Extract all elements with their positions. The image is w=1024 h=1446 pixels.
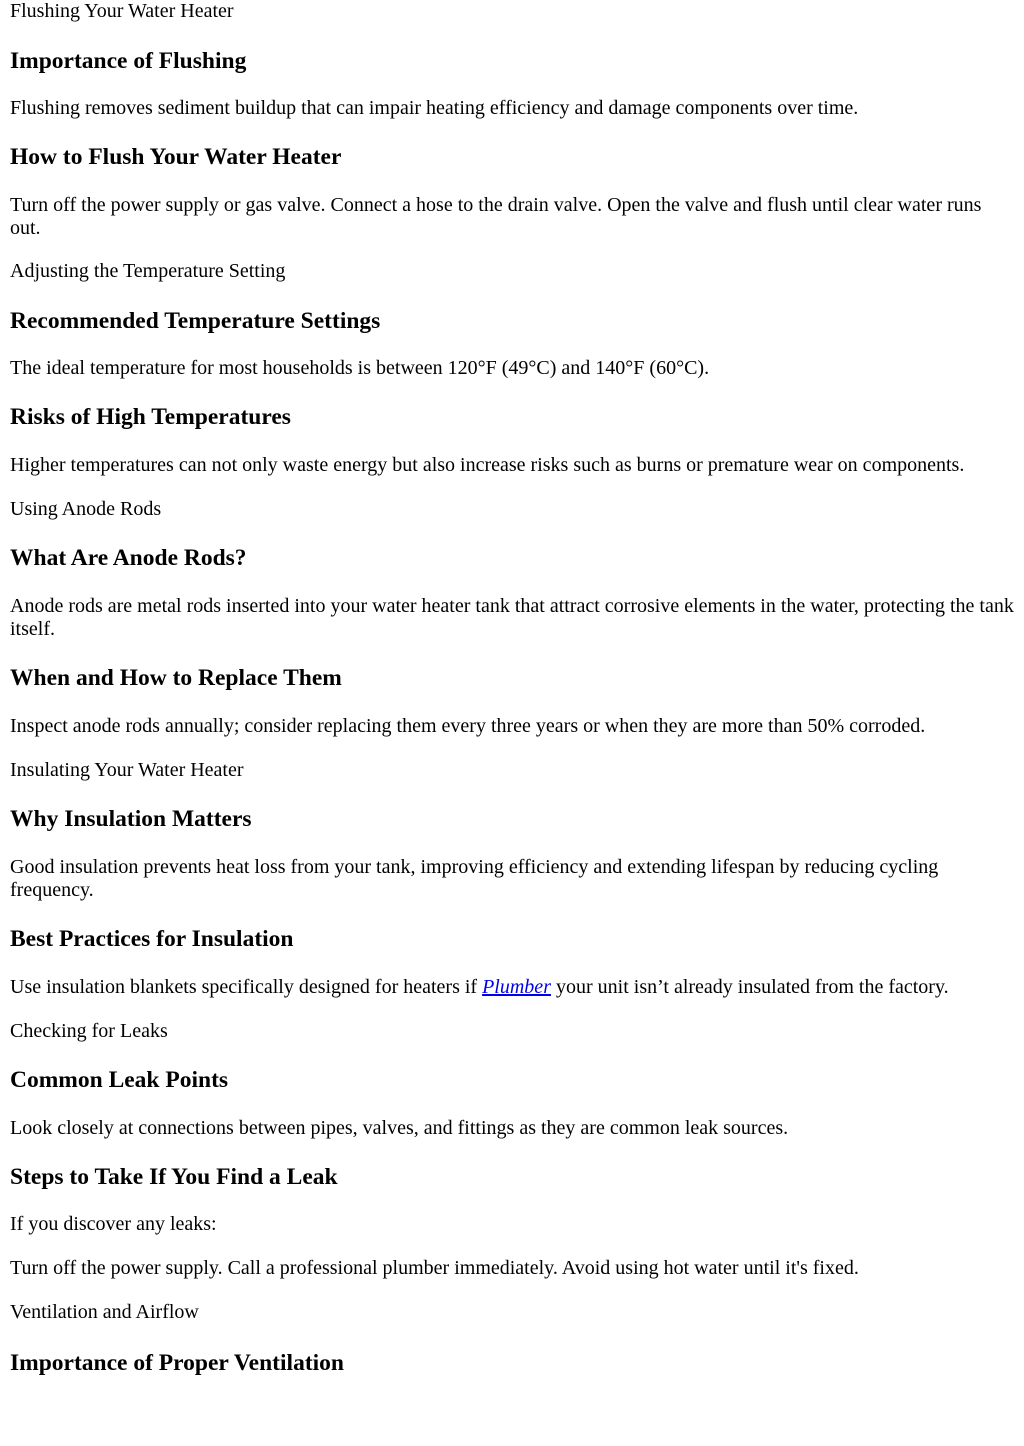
paragraph-importance-of-flushing: Flushing removes sediment buildup that can impair heating efficiency and damage components over time.	[10, 97, 859, 119]
heading-when-how-replace: When and How to Replace Them	[10, 665, 342, 691]
heading-importance-ventilation: Importance of Proper Ventilation	[10, 1350, 344, 1376]
heading-how-to-flush: How to Flush Your Water Heater	[10, 144, 342, 170]
heading-what-are-anode-rods: What Are Anode Rods?	[10, 545, 247, 571]
paragraph-leak-steps: Turn off the power supply. Call a professional plumber immediately. Avoid using hot water until it's fixed.	[10, 1257, 859, 1279]
section-label-leaks: Checking for Leaks	[10, 1020, 168, 1042]
paragraph-common-leak-points: Look closely at connections between pipes, valves, and fittings as they are common leak sources.	[10, 1117, 789, 1139]
paragraph-best-practices-insulation	[10, 976, 1014, 999]
heading-importance-of-flushing: Importance of Flushing	[10, 48, 247, 74]
section-label-ventilation: Ventilation and Airflow	[10, 1301, 199, 1323]
paragraph-when-how-replace: Inspect anode rods annually; consider replacing them every three years or when they are more than 50% corroded.	[10, 715, 926, 737]
heading-steps-if-leak: Steps to Take If You Find a Leak	[10, 1164, 338, 1190]
paragraph-why-insulation-matters: Good insulation prevents heat loss from your tank, improving efficiency and extending lifespan by reducing cycling frequency.	[10, 856, 939, 901]
paragraph-text-after-link: your unit isn’t already insulated from the factory.	[550, 976, 949, 998]
heading-risks-high-temperatures: Risks of High Temperatures	[10, 404, 291, 430]
paragraph-how-to-flush: Turn off the power supply or gas valve. Connect a hose to the drain valve. Open the valve and flush until clear water runs out.	[10, 194, 982, 239]
paragraph-what-are-anode-rods: Anode rods are metal rods inserted into your water heater tank that attract corrosive elements in the water, protecting the tank itself.	[10, 595, 1014, 640]
paragraph-if-you-discover-leaks: If you discover any leaks:	[10, 1213, 217, 1235]
section-label-temperature: Adjusting the Temperature Setting	[10, 260, 286, 282]
section-label-flushing: Flushing Your Water Heater	[10, 0, 234, 22]
section-label-insulation: Insulating Your Water Heater	[10, 759, 244, 781]
plumber-link[interactable]: Plumber	[482, 976, 551, 998]
heading-best-practices-insulation: Best Practices for Insulation	[10, 926, 294, 952]
paragraph-text-before-link: Use insulation blankets specifically designed for heaters if	[10, 976, 483, 998]
paragraph-risks-high-temperatures: Higher temperatures can not only waste energy but also increase risks such as burns or premature wear on components.	[10, 454, 965, 476]
heading-common-leak-points: Common Leak Points	[10, 1067, 229, 1093]
section-label-anode-rods: Using Anode Rods	[10, 498, 162, 520]
heading-why-insulation-matters: Why Insulation Matters	[10, 806, 252, 832]
paragraph-recommended-temperature: The ideal temperature for most households is between 120°F (49°C) and 140°F (60°C).	[10, 357, 710, 379]
heading-recommended-temperature: Recommended Temperature Settings	[10, 308, 381, 334]
